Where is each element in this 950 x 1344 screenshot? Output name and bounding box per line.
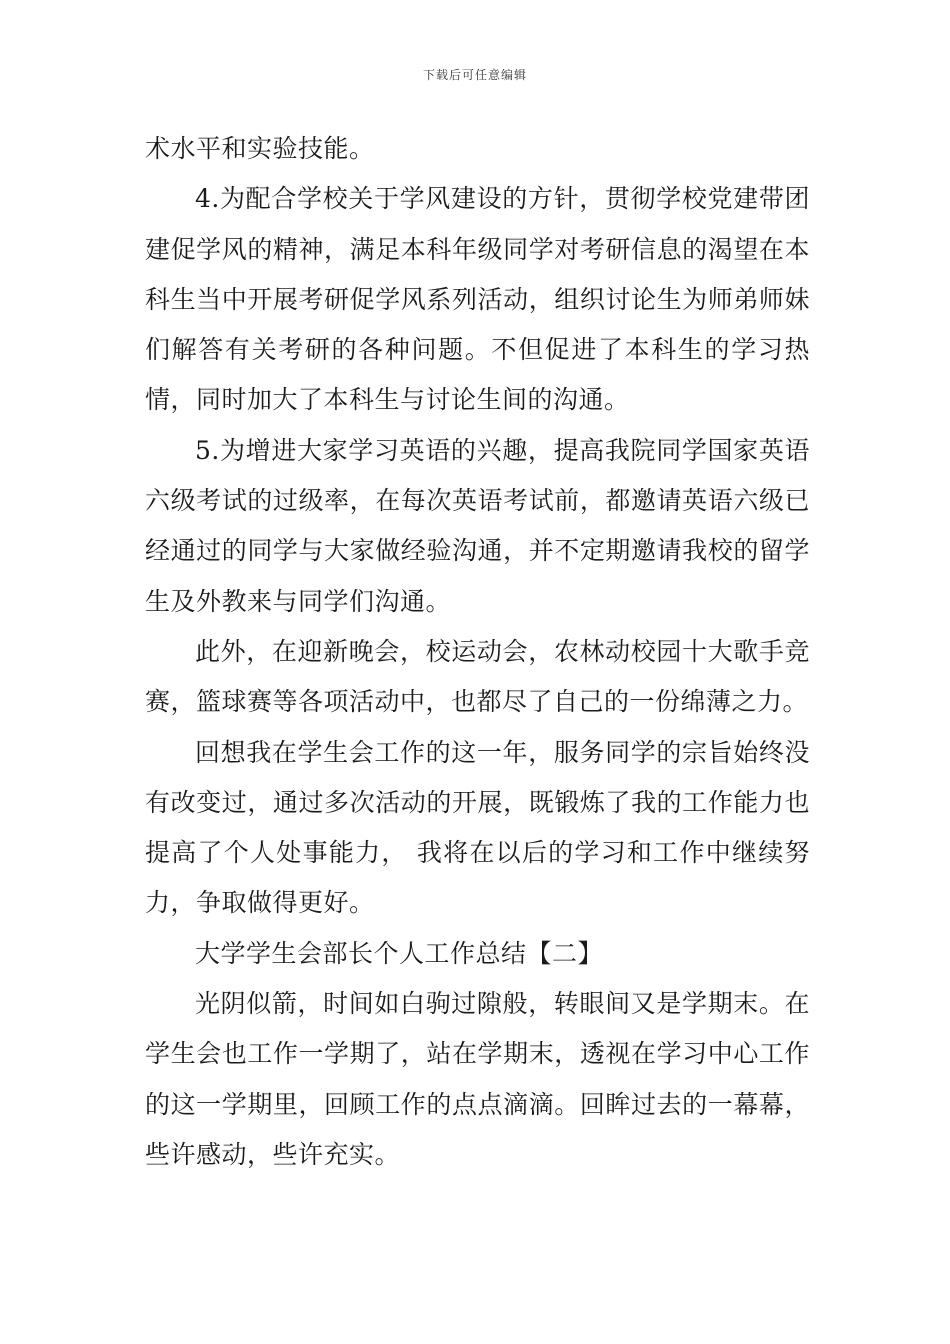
paragraph-section-two-intro: 光阴似箭，时间如白驹过隙般，转眼间又是学期末。在学生会也工作一学期了，站在学期末，透视在学习中心工作的这一学期里，回顾工作的点点滴滴。回眸过去的一幕幕，些许感动，些许充实。 [145, 989, 810, 1169]
page-header-note: 下载后可任意编辑 [422, 68, 527, 82]
paragraph-additional-activities: 此外，在迎新晚会，校运动会，农林动校园十大歌手竞赛，篮球赛等各项活动中，也都尽了自己的一份绵薄之力。 [145, 636, 810, 717]
paragraph-item-4: 4.为配合学校关于学风建设的方针，贯彻学校党建带团建促学风的精神，满足本科年级同学对考研信息的渴望在本科生当中开展考研促学风系列活动，组织讨论生为师弟师妹们解答有关考研的各种问题。不但促进了本科生的学习热情，同时加大了本科生与讨论生间的沟通。 [145, 184, 810, 415]
document-body [145, 124, 810, 1180]
section-heading: 大学学生会部长个人工作总结【二】 [195, 938, 604, 968]
paragraph-reflection: 回想我在学生会工作的这一年，服务同学的宗旨始终没有改变过，通过多次活动的开展，既锻炼了我的工作能力也提高了个人处事能力， 我将在以后的学习和工作中继续努力，争取做得更好。 [145, 737, 810, 918]
paragraph-continuation: 术水平和实验技能。 [145, 134, 375, 163]
paragraph-item-5: 5.为增进大家学习英语的兴趣，提高我院同学国家英语六级考试的过级率，在每次英语考试前，都邀请英语六级已经通过的同学与大家做经验沟通，并不定期邀请我校的留学生及外教来与同学们沟通。 [145, 435, 810, 616]
